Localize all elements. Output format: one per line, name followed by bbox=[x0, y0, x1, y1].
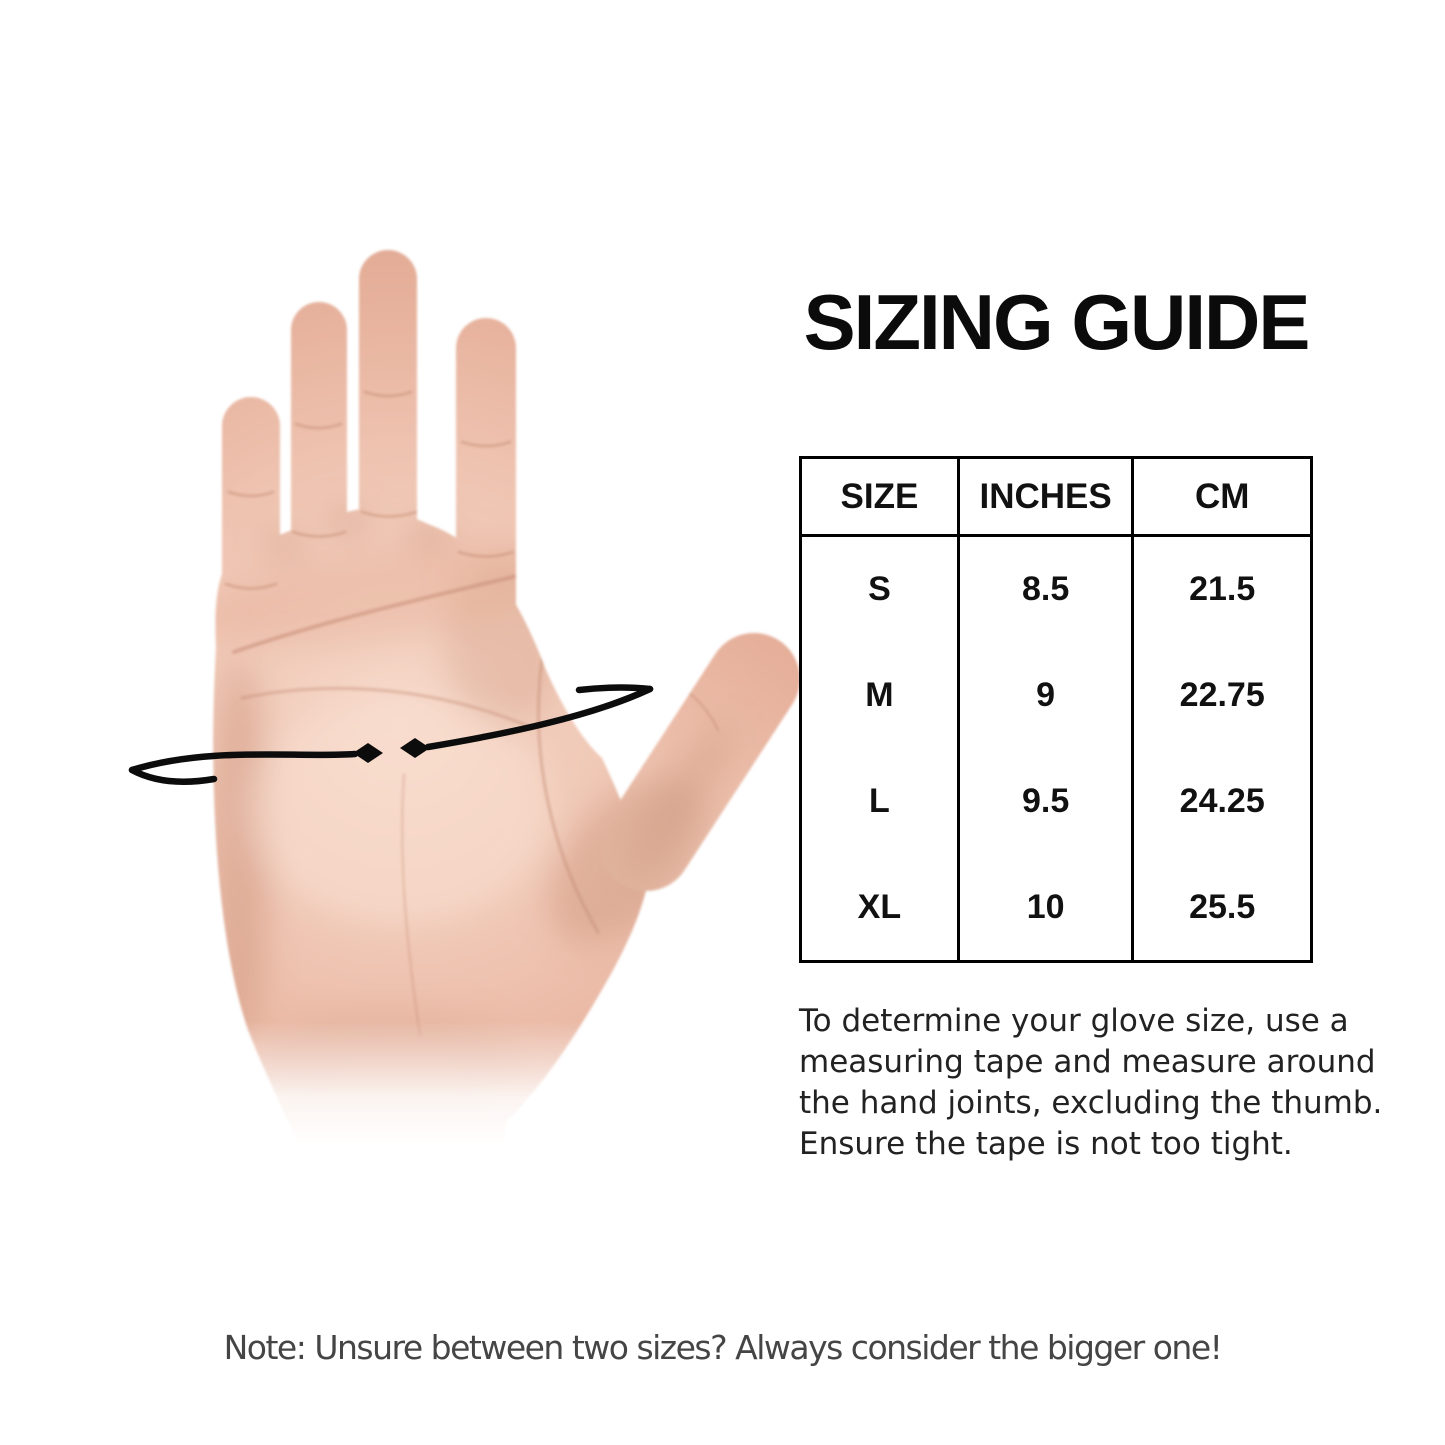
table-cell-size: XL bbox=[802, 854, 960, 960]
table-cell-inches: 10 bbox=[960, 854, 1135, 960]
size-table-header-cm: CM bbox=[1134, 459, 1310, 537]
table-cell-cm: 24.25 bbox=[1179, 781, 1265, 820]
instructions-text: To determine your glove size, use a measuring tape and measure around the hand joints, excluding the thumb. Ensure the tape is not too tight. bbox=[799, 1003, 1383, 1162]
size-table-header-inches: INCHES bbox=[960, 459, 1135, 537]
table-cell-inches: 9.5 bbox=[960, 749, 1135, 855]
note-text: Note: Unsure between two sizes? Always consider the bigger one! bbox=[223, 1328, 1222, 1367]
size-table-header-size: SIZE bbox=[802, 459, 960, 537]
tape-back-left-line bbox=[132, 770, 214, 782]
size-table bbox=[799, 456, 1313, 963]
table-cell-inches: 8.5 bbox=[960, 537, 1135, 643]
hand-photo bbox=[100, 230, 810, 1190]
table-cell-inches: 9 bbox=[960, 643, 1135, 749]
table-cell-size: S bbox=[802, 537, 960, 643]
hand-illustration-svg bbox=[100, 230, 810, 1190]
page-title: SIZING GUIDE bbox=[803, 278, 1309, 366]
table-cell-cm: 25.5 bbox=[1189, 887, 1256, 926]
finger-pinky bbox=[222, 397, 280, 717]
table-cell-cm: 22.75 bbox=[1179, 676, 1265, 715]
table-cell-size: L bbox=[802, 749, 960, 855]
tape-back-right-line bbox=[579, 688, 650, 690]
table-cell-cm: 21.5 bbox=[1189, 570, 1256, 609]
table-cell-size: M bbox=[802, 643, 960, 749]
wrist-fade bbox=[100, 1015, 810, 1190]
